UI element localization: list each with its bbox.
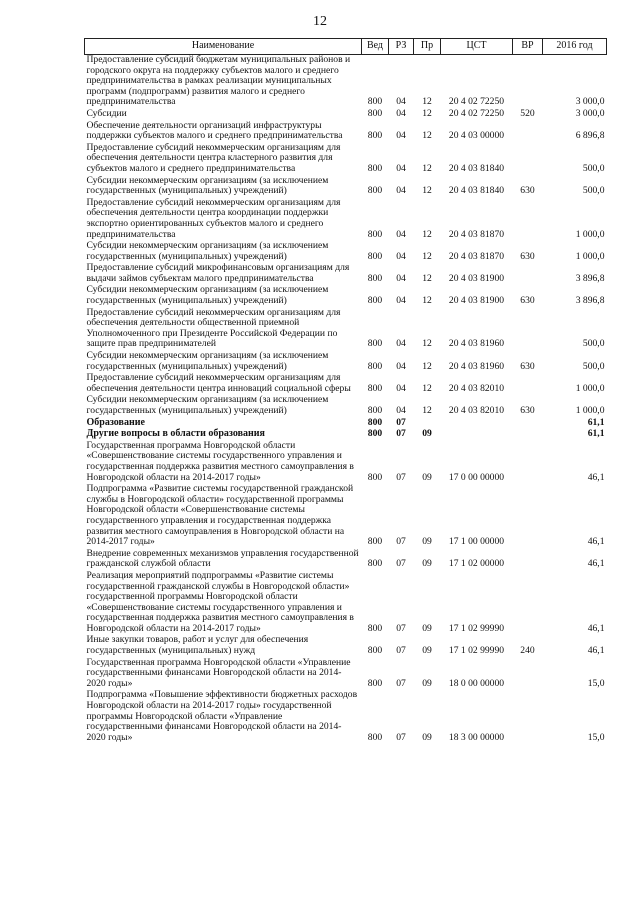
cell-pr: 12 xyxy=(422,96,432,108)
cell-pr: 09 xyxy=(422,428,432,440)
cell-vr: 630 xyxy=(520,360,535,372)
cell-rz: 07 xyxy=(396,622,406,634)
table-row xyxy=(85,635,607,657)
cell-pr: 12 xyxy=(422,162,432,174)
cell-name: Предоставление субсидий некоммерческим организациям для обеспечения деятельности общественной приемной Уполномоченного при Президенте Российской Федерации по защите прав предпринимателей xyxy=(86,306,341,350)
cell-name: Предоставление субсидий микрофинансовым организациям для выдачи займов субъектам малого предпринимательства xyxy=(86,262,350,284)
table-body xyxy=(85,55,607,745)
cell-amount: 46,1 xyxy=(587,536,605,548)
cell-pr: 12 xyxy=(422,185,432,197)
cell-name: Другие вопросы в области образования xyxy=(86,428,265,440)
cell-ved: 800 xyxy=(367,416,383,428)
cell-ved: 800 xyxy=(367,107,383,119)
cell-ved: 800 xyxy=(367,405,383,416)
page-number: 12 xyxy=(313,14,327,29)
header-pr: Пр xyxy=(414,39,441,55)
cell-ved: 800 xyxy=(367,130,383,142)
header-cst: ЦСТ xyxy=(441,39,513,55)
cell-rz: 04 xyxy=(396,228,406,240)
cell-vr xyxy=(513,429,543,441)
cell-vr xyxy=(513,441,543,484)
cell-amount: 6 896,8 xyxy=(575,130,605,142)
cell-amount: 500,0 xyxy=(582,338,605,350)
header-vr: ВР xyxy=(513,39,543,55)
cell-rz: 07 xyxy=(396,731,406,743)
cell-pr: 09 xyxy=(422,558,432,570)
cell-pr: 12 xyxy=(422,228,432,240)
cell-rz: 04 xyxy=(396,96,406,108)
cell-rz: 04 xyxy=(396,382,406,394)
cell-amount: 1 000,0 xyxy=(575,228,605,240)
cell-amount: 3 896,8 xyxy=(575,272,605,284)
cell-vr: 630 xyxy=(520,295,535,307)
cell-vr: 630 xyxy=(520,405,535,416)
cell-pr: 09 xyxy=(422,645,432,657)
cell-ved: 800 xyxy=(367,731,383,743)
cell-amount: 1 000,0 xyxy=(575,382,605,394)
table-row xyxy=(85,143,607,176)
cell-vr xyxy=(513,308,543,351)
cell-rz: 04 xyxy=(396,295,406,307)
cell-cst: 20 4 03 81960 xyxy=(448,338,505,350)
cell-name: Подпрограмма «Развитие системы государственной гражданской службы в Новгородской области» государственной программы Новгородской области «Совершенствование системы государственного управления и государственная поддержка развития местного самоуправления в Новгородской области на 2014-2017 годы» xyxy=(86,483,354,548)
cell-amount: 15,0 xyxy=(587,677,605,689)
cell-rz: 07 xyxy=(396,471,406,483)
cell-pr: 09 xyxy=(422,731,432,743)
cell-rz: 04 xyxy=(396,360,406,372)
cell-pr: 12 xyxy=(422,272,432,284)
table-row xyxy=(85,308,607,351)
cell-ved: 800 xyxy=(367,622,383,634)
cell-name: Субсидии некоммерческим организациям (за исключением государственных (муниципальных) учреждений) xyxy=(86,174,329,197)
cell-name: Предоставление субсидий некоммерческим организациям для обеспечения деятельности центра координации поддержки экспортно ориентированных субъектов малого и среднего предпринимательства xyxy=(86,196,341,240)
cell-name: Субсидии некоммерческим организациям (за исключением государственных (муниципальных) учреждений) xyxy=(86,284,329,307)
cell-cst: 17 0 00 00000 xyxy=(448,471,505,483)
cell-cst: 18 0 00 00000 xyxy=(448,677,505,689)
cell-pr: 09 xyxy=(422,677,432,689)
cell-rz: 07 xyxy=(396,416,406,428)
table-row xyxy=(85,241,607,263)
cell-amount: 46,1 xyxy=(587,645,605,657)
cell-cst: 20 4 03 81870 xyxy=(448,250,505,262)
cell-pr: 12 xyxy=(422,360,432,372)
cell-ved: 800 xyxy=(367,360,383,372)
cell-vr xyxy=(513,484,543,549)
cell-ved: 800 xyxy=(367,338,383,350)
table-row xyxy=(85,441,607,484)
cell-cst: 18 3 00 00000 xyxy=(448,731,505,743)
cell-name: Предоставление субсидий бюджетам муниципальных районов и городского округа на поддержку субъектов малого и среднего предпринимательства в рамках реализации муниципальных программ (подпрограмм) развития малого и среднего предпринимательства xyxy=(86,54,351,108)
budget-table xyxy=(84,38,607,744)
table-row xyxy=(85,690,607,744)
cell-cst: 17 1 02 00000 xyxy=(448,558,505,570)
cell-cst: 20 4 03 81840 xyxy=(448,162,505,174)
cell-cst: 17 1 02 99990 xyxy=(448,622,505,634)
cell-name: Субсидии некоммерческим организациям (за исключением государственных (муниципальных) учреждений) xyxy=(86,350,329,372)
cell-ved: 800 xyxy=(367,96,383,108)
cell-rz: 04 xyxy=(396,162,406,174)
table-row xyxy=(85,351,607,373)
table-row xyxy=(85,121,607,143)
cell-name: Государственная программа Новгородской области «Управление государственными финансами Новгородской области на 2014-2020 годы» xyxy=(86,656,351,689)
cell-pr: 09 xyxy=(422,536,432,548)
cell-amount: 3 896,8 xyxy=(575,295,605,307)
cell-name: Иные закупки товаров, работ и услуг для обеспечения государственных (муниципальных) нужд xyxy=(86,634,309,657)
table-row xyxy=(85,373,607,395)
cell-name: Субсидии xyxy=(86,107,127,119)
cell-cst xyxy=(441,429,513,441)
cell-amount: 1 000,0 xyxy=(575,405,605,416)
cell-cst: 20 4 03 82010 xyxy=(448,405,505,416)
cell-ved: 800 xyxy=(367,250,383,262)
cell-amount: 61,1 xyxy=(587,428,605,440)
cell-vr: 630 xyxy=(520,185,535,197)
cell-name: Государственная программа Новгородской области «Совершенствование системы государственного управления и государственная поддержка развития местного самоуправления в Новгородской области на 2014-2017 годы» xyxy=(86,439,354,483)
cell-vr xyxy=(513,571,543,636)
cell-amount: 61,1 xyxy=(587,416,605,428)
cell-vr xyxy=(513,143,543,176)
cell-name: Субсидии некоммерческим организациям (за исключением государственных (муниципальных) учреждений) xyxy=(86,240,329,262)
cell-ved: 800 xyxy=(367,471,383,483)
cell-cst: 20 4 03 81960 xyxy=(448,360,505,372)
cell-amount: 500,0 xyxy=(582,360,605,372)
cell-amount: 3 000,0 xyxy=(575,96,605,108)
cell-rz: 04 xyxy=(396,272,406,284)
cell-cst: 17 1 02 99990 xyxy=(448,645,505,657)
cell-cst: 20 4 03 81840 xyxy=(448,185,505,197)
table-row xyxy=(85,658,607,691)
cell-cst: 20 4 03 81900 xyxy=(448,272,505,284)
cell-rz: 04 xyxy=(396,405,406,416)
cell-amount: 15,0 xyxy=(587,731,605,743)
cell-pr: 12 xyxy=(422,295,432,307)
table-row xyxy=(85,571,607,636)
cell-vr xyxy=(513,121,543,143)
cell-ved: 800 xyxy=(367,228,383,240)
cell-cst: 20 4 03 00000 xyxy=(448,130,505,142)
cell-pr: 09 xyxy=(422,622,432,634)
cell-name: Предоставление субсидий некоммерческим организациям для обеспечения деятельности центра кластерного развития для субъектов малого и среднего предпринимательства xyxy=(86,141,341,174)
cell-cst: 20 4 02 72250 xyxy=(448,96,505,108)
cell-rz: 07 xyxy=(396,428,406,440)
cell-ved: 800 xyxy=(367,295,383,307)
cell-ved: 800 xyxy=(367,382,383,394)
cell-amount: 3 000,0 xyxy=(575,107,605,119)
table-header-row xyxy=(85,39,607,55)
cell-pr: 12 xyxy=(422,130,432,142)
cell-ved: 800 xyxy=(367,428,383,440)
cell-rz: 07 xyxy=(396,677,406,689)
cell-rz: 04 xyxy=(396,250,406,262)
cell-name: Субсидии некоммерческим организациям (за исключением государственных (муниципальных) учреждений) xyxy=(86,394,329,416)
cell-cst: 20 4 03 81900 xyxy=(448,295,505,307)
cell-pr: 12 xyxy=(422,250,432,262)
header-amount: 2016 год xyxy=(543,39,607,55)
cell-ved: 800 xyxy=(367,162,383,174)
cell-rz: 04 xyxy=(396,185,406,197)
cell-cst: 20 4 03 81870 xyxy=(448,228,505,240)
cell-rz: 07 xyxy=(396,645,406,657)
cell-pr: 12 xyxy=(422,382,432,394)
cell-vr: 240 xyxy=(520,645,535,657)
cell-name: Образование xyxy=(86,416,145,428)
cell-vr: 630 xyxy=(520,250,535,262)
cell-pr: 09 xyxy=(422,471,432,483)
cell-vr xyxy=(513,549,543,571)
cell-vr xyxy=(513,690,543,744)
table-row xyxy=(85,395,607,417)
cell-pr: 12 xyxy=(422,338,432,350)
cell-vr xyxy=(513,55,543,109)
table-row xyxy=(85,484,607,549)
cell-name: Обеспечение деятельности организаций инфраструктуры поддержки субъектов малого и среднего предпринимательства xyxy=(86,119,343,142)
cell-pr: 12 xyxy=(422,107,432,119)
cell-name: Внедрение современных механизмов управления государственной гражданской службой области xyxy=(86,547,359,570)
cell-amount: 46,1 xyxy=(587,622,605,634)
cell-ved: 800 xyxy=(367,536,383,548)
table-row xyxy=(85,55,607,109)
table-row xyxy=(85,263,607,285)
cell-ved: 800 xyxy=(367,677,383,689)
cell-cst: 20 4 02 72250 xyxy=(448,107,505,119)
cell-ved: 800 xyxy=(367,185,383,197)
header-rz: РЗ xyxy=(389,39,414,55)
cell-rz: 04 xyxy=(396,338,406,350)
cell-cst xyxy=(441,418,513,430)
cell-amount: 1 000,0 xyxy=(575,250,605,262)
cell-vr xyxy=(513,263,543,285)
cell-ved: 800 xyxy=(367,272,383,284)
cell-rz: 04 xyxy=(396,107,406,119)
cell-amount: 500,0 xyxy=(582,162,605,174)
cell-vr: 520 xyxy=(520,107,535,119)
cell-name: Предоставление субсидий некоммерческим организациям для обеспечения деятельности центра инноваций социальной сферы xyxy=(86,372,351,394)
cell-cst: 20 4 03 82010 xyxy=(448,382,505,394)
cell-amount: 46,1 xyxy=(587,558,605,570)
cell-vr xyxy=(513,658,543,691)
cell-vr xyxy=(513,198,543,241)
table-row xyxy=(85,549,607,571)
cell-amount: 46,1 xyxy=(587,471,605,483)
cell-name: Подпрограмма «Повышение эффективности бюджетных расходов Новгородской области на 2014-2017 годы» государственной программы Новгородской области «Управление государственными финансами Новгородской области на 2014-2020 годы» xyxy=(86,689,358,743)
cell-cst: 17 1 00 00000 xyxy=(448,536,505,548)
cell-rz: 04 xyxy=(396,130,406,142)
cell-ved: 800 xyxy=(367,645,383,657)
table-row xyxy=(85,198,607,241)
table-row xyxy=(85,109,607,121)
cell-rz: 07 xyxy=(396,536,406,548)
table-row xyxy=(85,176,607,198)
header-ved: Вед xyxy=(362,39,389,55)
cell-ved: 800 xyxy=(367,558,383,570)
cell-amount: 500,0 xyxy=(582,185,605,197)
header-name: Наименование xyxy=(85,39,362,55)
cell-pr: 12 xyxy=(422,405,432,416)
table-row xyxy=(85,285,607,307)
cell-vr xyxy=(513,373,543,395)
cell-name: Реализация мероприятий подпрограммы «Развитие системы государственной гражданской службы в Новгородской области» государственной программы Новгородской области «Совершенствование системы государственного управления и государственная поддержка развития местного самоуправления в Новгородской области на 2014-2017 годы» xyxy=(86,569,354,634)
cell-vr xyxy=(513,418,543,430)
cell-rz: 07 xyxy=(396,558,406,570)
